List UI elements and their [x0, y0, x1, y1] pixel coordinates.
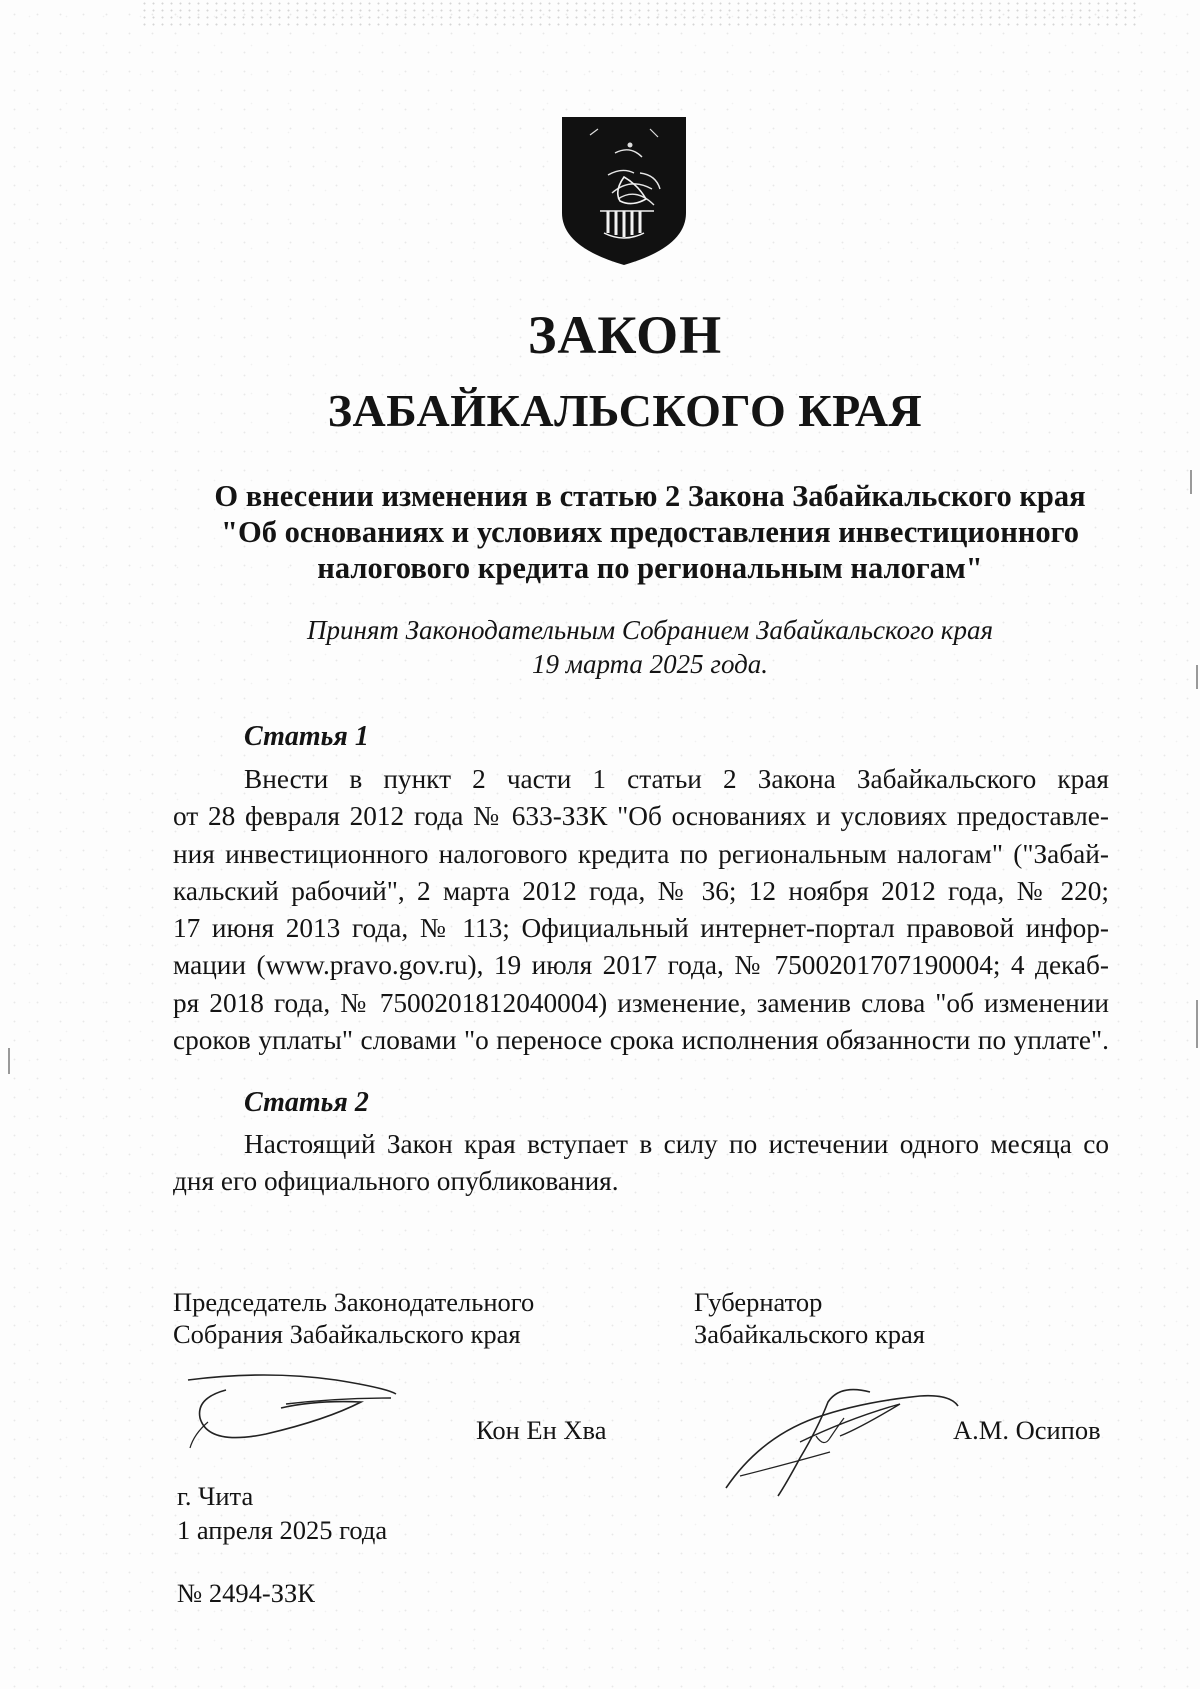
article-line: ния инвестиционного налогового кредита по региональным налогам" ("Забай- [173, 838, 1109, 869]
left-signatory-name: Кон Ен Хва [476, 1415, 607, 1445]
position-line: Председатель Законодательного [173, 1287, 535, 1317]
position-line: Собрания Забайкальского края [173, 1319, 521, 1349]
scan-artifact [1196, 1000, 1198, 1048]
law-title: ЗАКОН [527, 305, 723, 365]
article-line: 17 июня 2013 года, № 113; Официальный интернет-портал правовой инфор- [173, 913, 1109, 944]
left-signatory-position [173, 1286, 534, 1350]
scan-artifact [8, 1048, 10, 1074]
article-1-body [173, 761, 1109, 1059]
subject-line: налогового кредита по региональным налогам" [317, 551, 983, 585]
law-subject [150, 478, 1150, 586]
position-line: Губернатор [694, 1287, 823, 1317]
right-signatory-name: А.М. Осипов [953, 1415, 1101, 1445]
scan-artifact [1196, 665, 1198, 689]
left-handwritten-signature [186, 1368, 401, 1463]
adoption-line: Принят Законодательным Собранием Забайкальского края [306, 615, 993, 645]
subject-line: О внесении изменения в статью 2 Закона Забайкальского края [214, 479, 1086, 513]
signing-date: 1 апреля 2025 года [177, 1515, 388, 1545]
article-line: дня его официального опубликования. [173, 1166, 619, 1197]
subject-line: "Об основаниях и условиях предоставления инвестиционного [221, 515, 1079, 549]
article-line: от 28 февраля 2012 года № 633-ЗЗК "Об основаниях и условиях предоставле- [173, 801, 1109, 832]
article-line: ря 2018 года, № 7500201812040004) изменение, заменив слова "об изменении [173, 987, 1109, 1018]
article-2-body [173, 1126, 1109, 1201]
article-line: сроков уплаты" словами "о переносе срока исполнения обязанности по уплате". [173, 1025, 1109, 1056]
article-line: Внести в пункт 2 части 1 статьи 2 Закона Забайкальского края [244, 764, 1109, 794]
scan-noise-top [140, 0, 1140, 30]
adoption-note [150, 613, 1150, 681]
law-number: № 2494-ЗЗК [177, 1578, 315, 1608]
right-handwritten-signature [720, 1378, 960, 1508]
city: г. Чита [177, 1481, 254, 1511]
coat-of-arms-emblem [560, 115, 688, 267]
article-line: кальский рабочий", 2 марта 2012 года, № 36; 12 ноября 2012 года, № 220; [173, 875, 1109, 906]
right-signatory-position [694, 1286, 925, 1350]
article-1-heading: Статья 1 [244, 721, 369, 752]
scan-artifact [1190, 470, 1192, 494]
article-line: мации (www.pravo.gov.ru), 19 июля 2017 года, № 7500201707190004; 4 декаб- [173, 950, 1109, 981]
article-line: Настоящий Закон края вступает в силу по истечении одного месяца со [244, 1129, 1109, 1159]
position-line: Забайкальского края [694, 1319, 925, 1349]
article-2-heading: Статья 2 [244, 1087, 369, 1118]
adoption-date: 19 марта 2025 года. [531, 649, 769, 679]
law-region: ЗАБАЙКАЛЬСКОГО КРАЯ [327, 385, 923, 436]
